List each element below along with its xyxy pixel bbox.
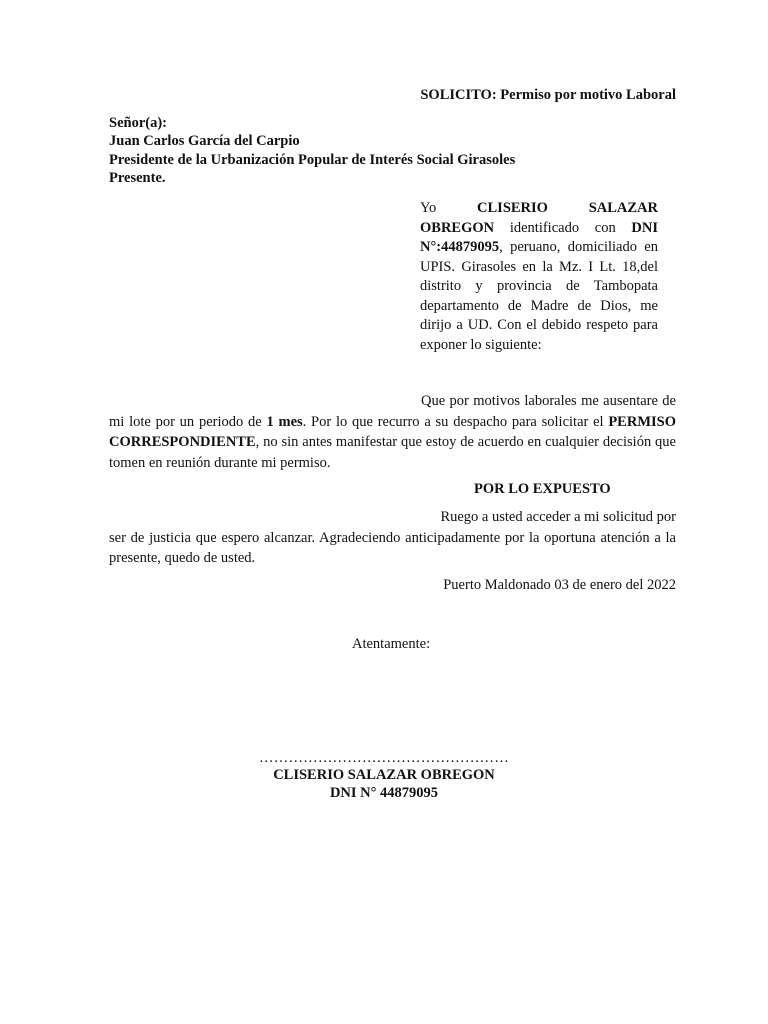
intro-text-2: , peruano, domiciliado en UPIS. Girasoles en la Mz. I Lt. 18,del distrito y provincia de Tambopata departamento de Madre de Dios, me dirijo a UD. Con el debido respeto para exponer lo siguiente:: [420, 239, 658, 353]
addressee-name: Juan Carlos García del Carpio: [109, 133, 300, 150]
request-paragraph: [109, 391, 676, 473]
addressee-block: [109, 114, 669, 187]
addressee-role: Presidente de la Urbanización Popular de Interés Social Girasoles: [109, 151, 516, 168]
request-text-2: . Por lo que recurro a su despacho para solicitar el: [302, 413, 609, 430]
addressee-salutation: Señor(a):: [109, 115, 167, 131]
request-text-3: , no sin antes manifestar que estoy de acuerdo en cualquier decisión que tomen en reunión durante mi permiso.: [109, 434, 676, 471]
intro-paragraph: [420, 199, 658, 355]
applicant-dni: DNI N°:44879095: [420, 219, 658, 255]
signature-name: CLISERIO SALAZAR OBREGON: [273, 767, 495, 783]
place-date: Puerto Maldonado 03 de enero del 2022: [443, 577, 676, 593]
plea-paragraph: [109, 507, 676, 569]
applicant-name: CLISERIO SALAZAR OBREGON: [420, 200, 658, 236]
request-period: 1 mes: [266, 413, 303, 430]
request-paragraph-body: [109, 391, 676, 473]
intro-text-1: identificado con: [494, 219, 632, 236]
request-text-1: Que por motivos laborales me ausentare de mi lote por un periodo de: [109, 393, 676, 430]
closing: Atentamente:: [352, 636, 431, 652]
plea-line-1: Ruego a usted acceder a mi solicitud por: [440, 509, 676, 525]
plea-rest: ser de justicia que espero alcanzar. Agradeciendo anticipadamente por la oportuna atención a la presente, quedo de usted.: [109, 529, 676, 566]
signature-line: ……………………………………………: [259, 750, 509, 766]
por-lo-expuesto-heading: POR LO EXPUESTO: [474, 481, 611, 497]
addressee-present: Presente.: [109, 169, 166, 186]
intro-yo: Yo: [420, 200, 478, 216]
request-permit: PERMISO CORRESPONDIENTE: [109, 413, 676, 450]
subject-line: SOLICITO: Permiso por motivo Laboral: [420, 87, 676, 103]
signature-dni: DNI N° 44879095: [329, 785, 439, 801]
